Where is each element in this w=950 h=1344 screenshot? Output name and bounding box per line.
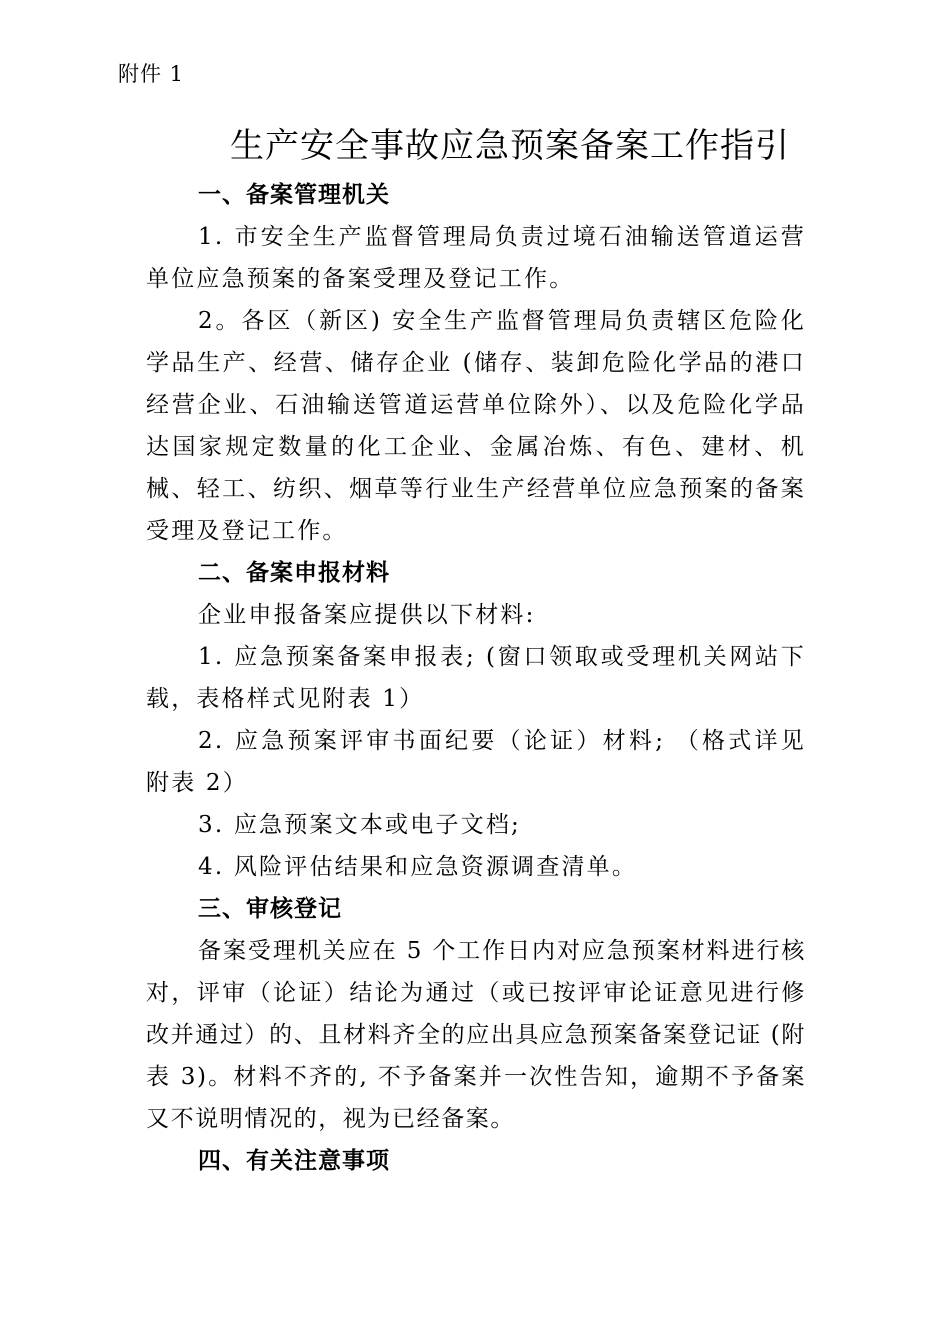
section-filing-authority xyxy=(146,174,806,552)
paragraph: 企业申报备案应提供以下材料: xyxy=(198,602,536,628)
paragraph: 4. 风险评估结果和应急资源调查清单。 xyxy=(198,854,638,880)
section-heading: 一、备案管理机关 xyxy=(198,182,390,208)
section-notes xyxy=(146,1140,806,1182)
paragraph: 2。各区（新区) 安全生产监督管理局负责辖区危险化学品生产、经营、储存企业 (储存、装卸危险化学品的港口经营企业、石油输送管道运营单位除外）、以及危险化学品达国家规定数量的化工企业、金属冶炼、有色、建材、机械、轻工、纺织、烟草等行业生产经营单位应急预案的备案受理及登记工作。 xyxy=(146,308,806,544)
document-title: 生产安全事故应急预案备案工作指引 xyxy=(230,126,790,166)
section-heading: 三、审核登记 xyxy=(198,896,342,922)
document-body xyxy=(146,174,806,1182)
section-review-registration xyxy=(146,888,806,1140)
section-heading: 二、备案申报材料 xyxy=(198,560,390,586)
paragraph: 1. 应急预案备案申报表; (窗口领取或受理机关网站下载，表格样式见附表 1） xyxy=(146,644,806,712)
section-heading: 四、有关注意事项 xyxy=(198,1148,390,1174)
paragraph: 1. 市安全生产监督管理局负责过境石油输送管道运营单位应急预案的备案受理及登记工作。 xyxy=(146,224,806,292)
section-filing-materials xyxy=(146,552,806,888)
paragraph: 3. 应急预案文本或电子文档; xyxy=(198,812,522,838)
attachment-label: 附件 1 xyxy=(118,62,185,86)
paragraph: 备案受理机关应在 5 个工作日内对应急预案材料进行核对，评审（论证）结论为通过（或已按评审论证意见进行修改并通过）的、且材料齐全的应出具应急预案备案登记证 (附表 3)。材料不齐的, 不予备案并一次性告知，逾期不予备案又不说明情况的，视为已经备案。 xyxy=(146,938,806,1132)
paragraph: 2. 应急预案评审书面纪要（论证）材料; （格式详见附表 2） xyxy=(146,728,806,796)
